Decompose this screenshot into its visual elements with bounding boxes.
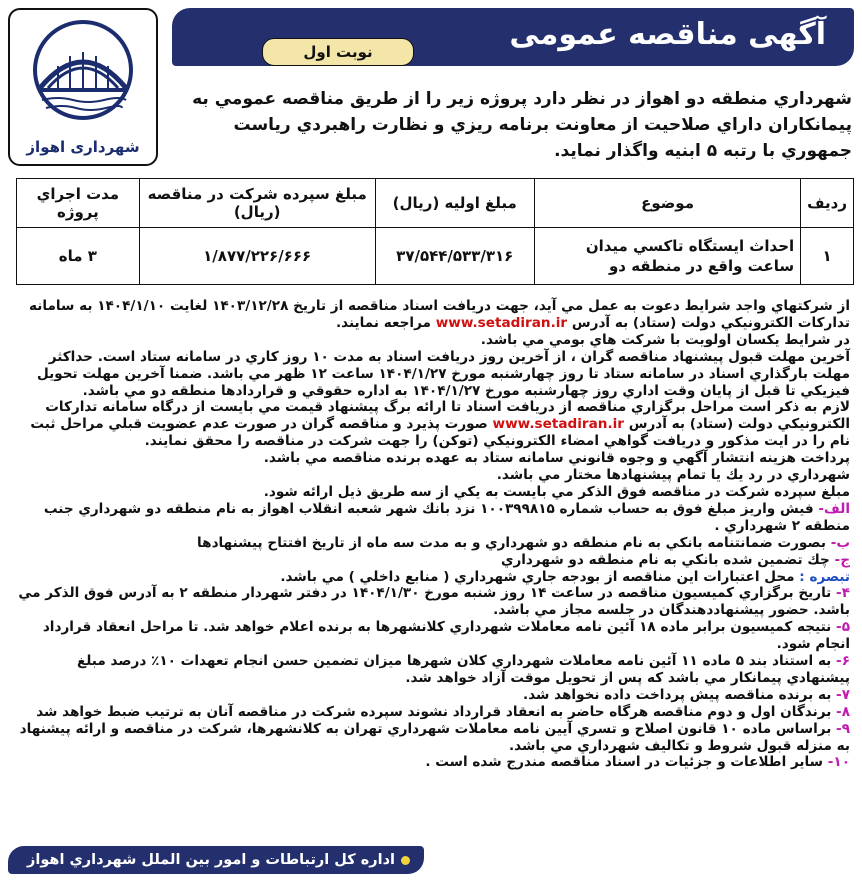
item-6: ۶- به استناد بند ۵ ماده ۱۱ آئين نامه معاملات شهرداري كلان شهرها ميزان تضمين حسن انجام تعهدات ۱۰٪ درصد مبلغ پيشنهادي پيمانكار مي باشد كه پس از تحويل موقت آزاد خواهد شد. <box>76 653 850 686</box>
item-jim: ج- چك تضمين شده بانكي به نام منطقه دو شهرداري <box>500 551 850 568</box>
notice-body <box>16 298 850 771</box>
col-header-row-no: رديف <box>801 179 854 228</box>
para-deadline: آخرين مهلت قبول پيشنهاد مناقصه گران ، از آخرين روز دريافت اسناد به مدت ۱۰ روز كاري در سامانه ستاد است. حداكثر مهلت بارگذاري اسناد در سامانه ستاد تا روز چهارشنبه مورخ ۱۴۰۴/۱/۲۷ ساعت ۱۲ ظهر مي باشد. ضمنا آخرين مهلت تحويل فيزيكي تا قبل از پايان وقت اداري روز چهارشنبه مورخ ۱۴۰۴/۱/۲۷ به اداره حقوقي و قراردادها منطقه دو مي باشد. <box>36 348 850 399</box>
item-be: ب- بصورت ضمانتنامه بانكي به نام منطقه دو شهرداري و به مدت سه ماه از تاريخ افتتاح پيشنهادها <box>197 534 850 551</box>
bridge-emblem-icon <box>18 18 148 128</box>
cell-subject: احداث ايستگاه تاكسي ميدان ساعت واقع در منطقه دو <box>534 228 800 285</box>
footer-text: اداره كل ارتباطات و امور بين الملل شهرداري اهواز <box>27 852 395 868</box>
item-9: ۹- براساس ماده ۱۰ قانون اصلاح و تسري آيين نامه معاملات شهرداري تهران به كلانشهرها، شركت در مناقصه و ارائه پيشنهاد به منزله قبول شروط و تكاليف شهرداري مي باشد. <box>19 720 850 754</box>
cell-deposit: ۱/۸۷۷/۲۲۶/۶۶۶ <box>139 228 375 285</box>
item-4: ۴- تاريخ برگزاري كميسيون مناقصه در ساعت ۱۴ روز شنبه مورخ ۱۴۰۴/۱/۳۰ در دفتر شهردار منطقه ۲ به آدرس فوق الذكر مي باشد. حضور پيشنهاددهندگان در جلسه مجاز مي باشد. <box>18 585 850 619</box>
item-alef: الف- فيش واريز مبلغ فوق به حساب شماره ۱۰۰۳۹۹۸۱۵ نزد بانك شهر شعبه انقلاب اهواز به نام منطقه دو شهرداري جنب منطقه ۲ شهرداري . <box>43 500 850 534</box>
col-header-deposit: مبلغ سپرده شركت در مناقصه (ريال) <box>139 179 375 228</box>
cell-initial-amount: ۳۷/۵۴۴/۵۳۳/۳۱۶ <box>375 228 534 285</box>
para-rejection: شهرداري در رد يك يا تمام پيشنهادها مختار مي باشد. <box>496 467 850 484</box>
item-5: ۵- نتيجه كميسيون برابر ماده ۱۸ آئين نامه معاملات شهرداري كلانشهرها به برنده اعلام خواهد شد. تا مراحل انعقاد قرارداد انجام شود. <box>42 619 850 653</box>
item-10: ۱۰- ساير اطلاعات و جزئيات در اسناد مناقصه مندرج شده است . <box>425 754 850 771</box>
header-banner <box>172 8 854 66</box>
setad-link[interactable]: www.setadiran.ir <box>435 314 568 331</box>
round-badge: نوبت اول <box>262 38 414 66</box>
para-priority: در شرايط يكسان اولويت با شركت هاي بومي مي باشد. <box>480 331 850 348</box>
para-documents: از شركتهاي واجد شرايط دعوت به عمل مي آيد، جهت دريافت اسناد مناقصه از تاريخ ۱۴۰۳/۱۲/۲۸ لغايت ۱۴۰۴/۱/۱۰ به سامانه تداركات الكترونيكي دولت (ستاد) به آدرس www.setadiran.ir مراجعه نمايند. <box>29 298 850 331</box>
cell-row-no: ۱ <box>801 228 854 285</box>
project-table <box>16 178 854 285</box>
item-7: ۷- به برنده مناقصه پيش پرداخت داده نخواهد شد. <box>523 686 850 703</box>
item-tabsare: تبصره : محل اعتبارات اين مناقصه از بودجه جاري شهرداري ( منابع داخلي ) مي باشد. <box>280 568 850 585</box>
notice-title: آگهی مناقصه عمومی <box>509 17 826 52</box>
table-header-row <box>17 179 854 228</box>
col-header-initial-amount: مبلغ اوليه (ريال) <box>375 179 534 228</box>
footer-banner <box>8 846 424 874</box>
cell-duration: ۳ ماه <box>17 228 140 285</box>
setad-link-2[interactable]: www.setadiran.ir <box>492 416 624 433</box>
col-header-duration: مدت اجراي پروژه <box>17 179 140 228</box>
col-header-subject: موضوع <box>534 179 800 228</box>
municipality-logo <box>8 8 158 166</box>
logo-city-name: شهرداری اهواز <box>26 138 140 156</box>
bullet-icon <box>401 856 410 865</box>
para-deposit: مبلغ سپرده شركت در مناقصه فوق الذكر مي بايست به يكي از سه طريق ذيل ارائه شود. <box>263 483 850 500</box>
para-setad: لازم به ذكر است مراحل برگزاري مناقصه از دريافت اسناد تا ارائه برگ پيشنهاد قيمت مي بايست از درگاه سامانه تداركات الكترونيكي دولت (ستاد) به آدرس www.setadiran.ir صورت پذيرد و مناقصه گران در صورت عدم عضويت قبلي مراحل ثبت نام را در ايت مذكور و دريافت گواهي امضاء الكترونيكي (توكن) را جهت شركت در مناقصه را محقق نمايند. <box>30 399 850 450</box>
para-costs: پرداخت هزينه انتشار آگهي و وجوه قانوني سامانه ستاد به عهده برنده مناقصه مي باشد. <box>263 450 850 467</box>
table-row <box>17 228 854 285</box>
intro-paragraph: شهرداري منطقه دو اهواز در نظر دارد پروژه زير را از طريق مناقصه عمومي به پيمانكاران داراي صلاحيت از معاونت برنامه ريزي و نظارت راهبردي رياست جمهوري با رتبه ۵ ابنيه واگذار نمايد. <box>192 89 852 161</box>
item-8: ۸- برندگان اول و دوم مناقصه هرگاه حاضر به انعقاد قرارداد نشوند سپرده شركت در مناقصه آنان به ترتيب ضبط خواهد شد <box>36 703 850 720</box>
